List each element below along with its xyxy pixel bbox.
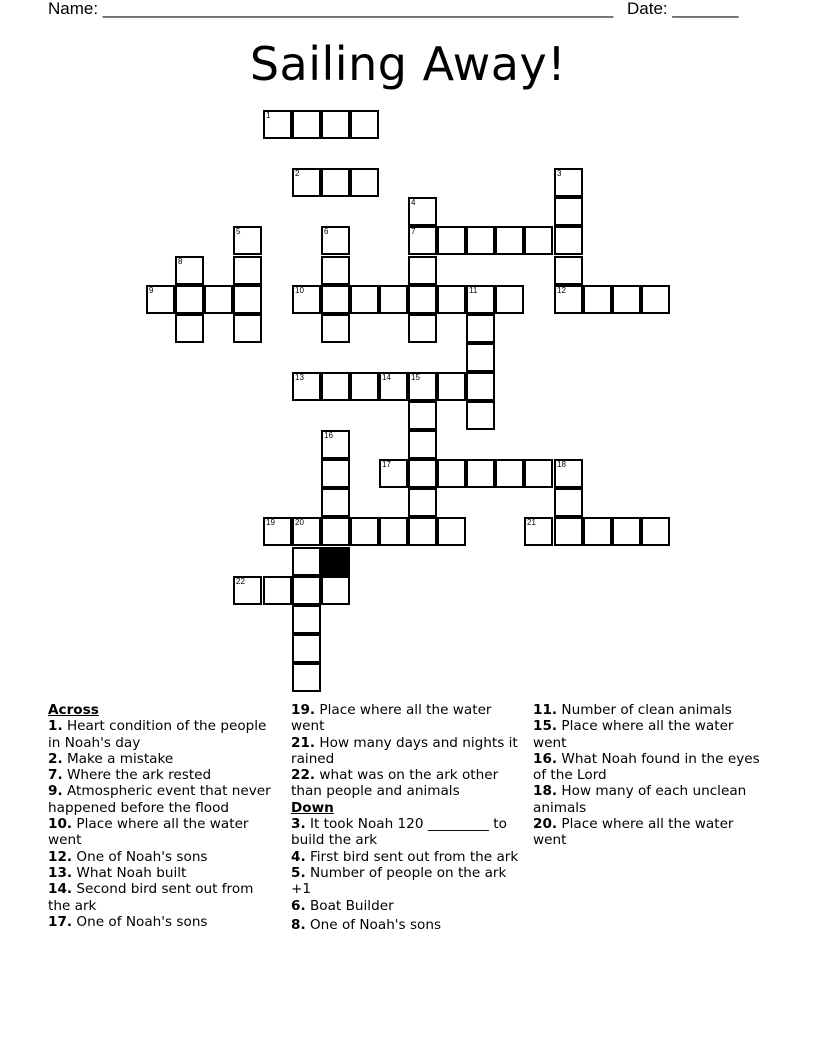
clue-across-14: 14. Second bird sent out from the ark — [48, 881, 254, 914]
clue-across-19: 19. Place where all the water went — [291, 702, 492, 735]
grid-cell[interactable] — [437, 372, 466, 401]
cell-number: 3 — [557, 169, 562, 178]
grid-cell[interactable] — [408, 256, 437, 285]
clue-down-16: 16. What Noah found in the eyes of the Lord — [533, 750, 760, 784]
clue-across-1: 1. Heart condition of the people in Noah's day — [48, 718, 267, 751]
grid-cell[interactable] — [321, 517, 350, 546]
grid-cell[interactable] — [495, 285, 524, 314]
clue-down-20: 20. Place where all the water went — [533, 816, 734, 849]
grid-cell[interactable] — [146, 285, 175, 314]
grid-cell[interactable] — [437, 285, 466, 314]
grid-cell[interactable] — [321, 459, 350, 488]
cell-number: 11 — [469, 286, 478, 295]
grid-cell[interactable] — [641, 517, 670, 546]
grid-cell[interactable] — [466, 285, 495, 314]
cell-number: 20 — [295, 518, 304, 527]
grid-cell[interactable] — [350, 372, 379, 401]
grid-cell[interactable] — [408, 401, 437, 430]
cell-number: 6 — [324, 227, 329, 236]
grid-cell[interactable] — [495, 459, 524, 488]
grid-cell[interactable] — [408, 488, 437, 517]
clues-column-2 — [291, 702, 523, 933]
clue-down-15: 15. Place where all the water went — [533, 718, 734, 751]
grid-cell[interactable] — [321, 430, 350, 459]
clue-across-22: 22. what was on the ark other than people and animals — [291, 767, 499, 800]
cell-number: 21 — [527, 518, 536, 527]
grid-cell[interactable] — [379, 372, 408, 401]
grid-cell[interactable] — [292, 576, 321, 605]
grid-cell[interactable] — [233, 576, 262, 605]
clue-down-18: 18. How many of each unclean animals — [533, 783, 747, 816]
down-heading: Down — [291, 799, 334, 816]
cell-number: 22 — [236, 577, 245, 586]
grid-cell[interactable] — [321, 110, 350, 139]
grid-cell[interactable] — [408, 459, 437, 488]
grid-cell[interactable] — [466, 372, 495, 401]
cell-number: 10 — [295, 286, 304, 295]
grid-cell[interactable] — [379, 285, 408, 314]
grid-cell[interactable] — [554, 197, 583, 226]
across-heading: Across — [48, 702, 99, 718]
grid-cell[interactable] — [175, 314, 204, 343]
cell-number: 5 — [236, 227, 241, 236]
grid-cell[interactable] — [583, 517, 612, 546]
grid-cell[interactable] — [641, 285, 670, 314]
grid-cell[interactable] — [408, 372, 437, 401]
clue-down-8: 8. One of Noah's sons — [291, 916, 442, 933]
grid-cell[interactable] — [321, 168, 350, 197]
clue-across-17: 17. One of Noah's sons — [48, 913, 208, 930]
grid-cell[interactable] — [350, 110, 379, 139]
grid-cell[interactable] — [292, 517, 321, 546]
cell-number: 17 — [382, 460, 391, 469]
clues-column-1 — [48, 702, 280, 930]
grid-cell[interactable] — [437, 226, 466, 255]
grid-cell[interactable] — [554, 285, 583, 314]
cell-number: 12 — [557, 286, 566, 295]
clue-across-7: 7. Where the ark rested — [48, 767, 212, 784]
grid-cell[interactable] — [524, 226, 553, 255]
cell-number: 4 — [411, 198, 416, 207]
clue-across-2: 2. Make a mistake — [48, 750, 174, 767]
clue-down-6: 6. Boat Builder — [291, 897, 394, 914]
grid-cell[interactable] — [292, 285, 321, 314]
grid-cell[interactable] — [408, 314, 437, 343]
grid-cell[interactable] — [554, 168, 583, 197]
grid-cell[interactable] — [321, 372, 350, 401]
cell-number: 8 — [178, 257, 183, 266]
grid-cell[interactable] — [583, 285, 612, 314]
grid-cell[interactable] — [408, 517, 437, 546]
cell-number: 16 — [324, 431, 333, 440]
grid-cell[interactable] — [292, 663, 321, 692]
grid-cell[interactable] — [233, 256, 262, 285]
grid-cell[interactable] — [612, 517, 641, 546]
grid-cell[interactable] — [466, 226, 495, 255]
grid-cell[interactable] — [466, 314, 495, 343]
page-title: Sailing Away! — [249, 37, 567, 91]
grid-cell[interactable] — [554, 256, 583, 285]
grid-cell[interactable] — [554, 459, 583, 488]
grid-cell[interactable] — [408, 197, 437, 226]
cell-number: 13 — [295, 373, 304, 382]
clue-across-21: 21. How many days and nights it rained — [291, 734, 518, 767]
cell-number: 15 — [411, 373, 420, 382]
grid-cell[interactable] — [175, 256, 204, 285]
grid-cell[interactable] — [466, 401, 495, 430]
grid-cell[interactable] — [379, 459, 408, 488]
clue-across-10: 10. Place where all the water went — [48, 816, 249, 849]
grid-cell[interactable] — [321, 256, 350, 285]
cell-number: 19 — [266, 518, 275, 527]
clues-column-3 — [533, 702, 765, 849]
grid-cell[interactable] — [292, 547, 321, 576]
grid-cell[interactable] — [554, 517, 583, 546]
clue-down-5: 5. Number of people on the ark +1 — [291, 864, 507, 898]
cell-number: 7 — [411, 227, 416, 236]
cell-number: 18 — [557, 460, 566, 469]
grid-cell[interactable] — [292, 634, 321, 663]
clue-across-9: 9. Atmospheric event that never happened before the flood — [48, 783, 271, 816]
grid-cell[interactable] — [263, 576, 292, 605]
grid-cell[interactable] — [321, 488, 350, 517]
blocked-cell — [321, 547, 350, 576]
grid-cell[interactable] — [321, 576, 350, 605]
grid-cell[interactable] — [554, 488, 583, 517]
cell-number: 1 — [266, 111, 271, 120]
grid-cell[interactable] — [554, 226, 583, 255]
clue-down-11: 11. Number of clean animals — [533, 702, 732, 718]
grid-cell[interactable] — [321, 285, 350, 314]
grid-cell[interactable] — [408, 430, 437, 459]
grid-cell[interactable] — [350, 168, 379, 197]
clue-across-12: 12. One of Noah's sons — [48, 848, 208, 865]
clue-across-13: 13. What Noah built — [48, 864, 187, 881]
grid-cell[interactable] — [321, 226, 350, 255]
grid-cell[interactable] — [524, 517, 553, 546]
grid-cell[interactable] — [233, 285, 262, 314]
grid-cell[interactable] — [408, 226, 437, 255]
grid-cell[interactable] — [466, 459, 495, 488]
grid-cell[interactable] — [350, 285, 379, 314]
grid-cell[interactable] — [175, 285, 204, 314]
grid-cell[interactable] — [233, 226, 262, 255]
grid-cell[interactable] — [379, 517, 408, 546]
grid-cell[interactable] — [233, 314, 262, 343]
name-field-label: Name: ______________________________________________________ — [48, 0, 614, 18]
grid-cell[interactable] — [524, 459, 553, 488]
grid-cell[interactable] — [204, 285, 233, 314]
grid-cell[interactable] — [437, 517, 466, 546]
grid-cell[interactable] — [408, 285, 437, 314]
grid-cell[interactable] — [350, 517, 379, 546]
grid-cell[interactable] — [437, 459, 466, 488]
grid-cell[interactable] — [292, 605, 321, 634]
grid-cell[interactable] — [263, 517, 292, 546]
grid-cell[interactable] — [466, 343, 495, 372]
date-field-label: Date: _______ — [627, 0, 739, 18]
grid-cell[interactable] — [292, 372, 321, 401]
cell-number: 9 — [149, 286, 154, 295]
grid-cell[interactable] — [612, 285, 641, 314]
grid-cell[interactable] — [292, 168, 321, 197]
grid-cell[interactable] — [292, 110, 321, 139]
clue-down-3: 3. It took Noah 120 _________ to build the ark — [291, 816, 507, 849]
clue-down-4: 4. First bird sent out from the ark — [291, 848, 519, 865]
grid-cell[interactable] — [263, 110, 292, 139]
cell-number: 14 — [382, 373, 391, 382]
cell-number: 2 — [295, 169, 300, 178]
grid-cell[interactable] — [495, 226, 524, 255]
grid-cell[interactable] — [321, 314, 350, 343]
